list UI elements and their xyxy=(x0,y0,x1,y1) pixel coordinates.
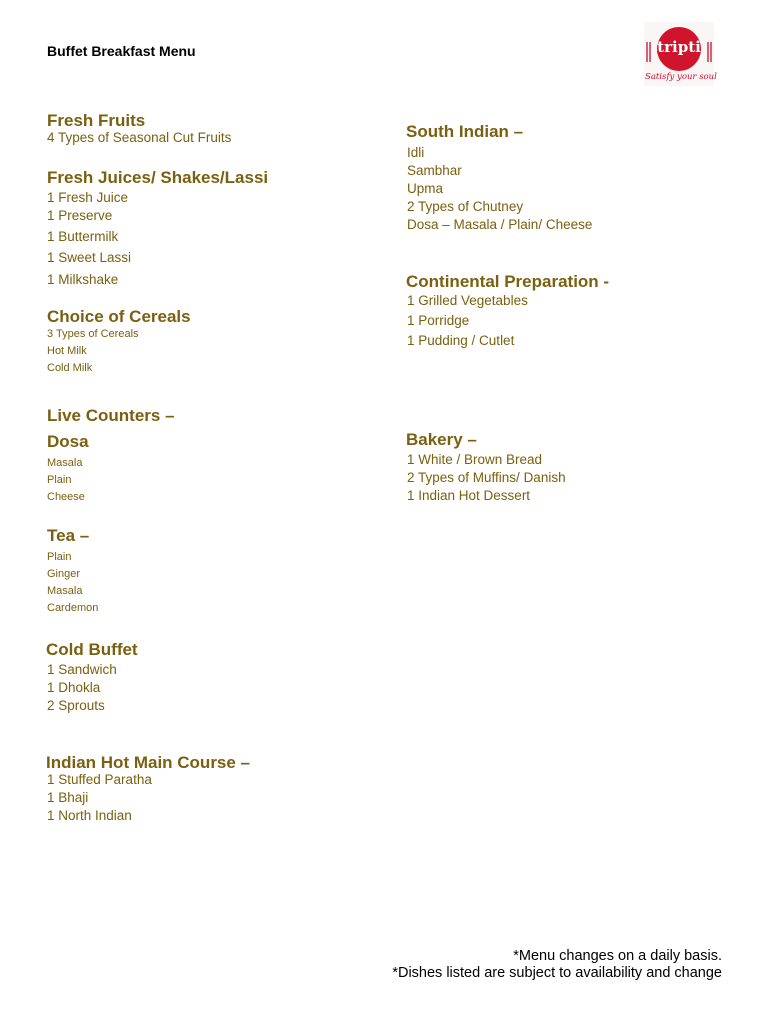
tea-item: Ginger xyxy=(47,568,81,580)
fresh-fruits-item: 4 Types of Seasonal Cut Fruits xyxy=(47,130,232,145)
bakery-item: 2 Types of Muffins/ Danish xyxy=(407,470,566,485)
dosa-item: Plain xyxy=(47,474,72,486)
south-indian-item: Sambhar xyxy=(407,163,462,178)
south-indian-item: 2 Types of Chutney xyxy=(407,199,524,214)
juices-item: 1 Fresh Juice xyxy=(47,190,129,205)
cereals-item: Cold Milk xyxy=(47,362,93,374)
continental-item: 1 Grilled Vegetables xyxy=(407,293,528,308)
cold-buffet-item: 2 Sprouts xyxy=(47,698,105,713)
tea-item: Masala xyxy=(47,585,83,597)
tea-heading: Tea – xyxy=(47,526,90,545)
live-counters-heading: Live Counters – xyxy=(47,406,175,425)
cereals-item: Hot Milk xyxy=(47,345,87,357)
continental-heading: Continental Preparation - xyxy=(406,272,610,291)
continental-item: 1 Pudding / Cutlet xyxy=(407,333,515,348)
juices-heading: Fresh Juices/ Shakes/Lassi xyxy=(47,168,269,187)
south-indian-item: Upma xyxy=(407,181,444,196)
fresh-fruits-heading: Fresh Fruits xyxy=(47,111,146,130)
tea-item: Cardemon xyxy=(47,602,99,614)
dosa-heading: Dosa xyxy=(47,432,89,451)
bakery-item: 1 Indian Hot Dessert xyxy=(407,488,531,503)
dosa-item: Cheese xyxy=(47,491,85,503)
logo-tagline: Satisfy your soul xyxy=(645,72,717,82)
bakery-heading: Bakery – xyxy=(406,430,477,449)
juices-item: 1 Sweet Lassi xyxy=(47,250,132,265)
juices-item: 1 Preserve xyxy=(47,208,113,223)
cold-buffet-item: 1 Sandwich xyxy=(47,662,117,677)
document-title: Buffet Breakfast Menu xyxy=(47,43,196,59)
juices-item: 1 Milkshake xyxy=(47,272,119,287)
footer-note-daily: *Menu changes on a daily basis. xyxy=(513,948,722,964)
cold-buffet-heading: Cold Buffet xyxy=(46,640,138,659)
indian-main-item: 1 Bhaji xyxy=(47,790,89,805)
south-indian-item: Dosa – Masala / Plain/ Cheese xyxy=(407,217,593,232)
cereals-item: 3 Types of Cereals xyxy=(47,328,139,340)
bakery-item: 1 White / Brown Bread xyxy=(407,452,543,467)
indian-main-heading: Indian Hot Main Course – xyxy=(46,753,251,772)
south-indian-heading: South Indian – xyxy=(406,122,524,141)
tea-item: Plain xyxy=(47,551,72,563)
logo-wordmark: tripti xyxy=(657,38,701,56)
cereals-heading: Choice of Cereals xyxy=(47,307,191,326)
south-indian-item: Idli xyxy=(407,145,425,160)
juices-item: 1 Buttermilk xyxy=(47,229,119,244)
indian-main-item: 1 North Indian xyxy=(47,808,132,823)
dosa-item: Masala xyxy=(47,457,83,469)
footer-note-availability: *Dishes listed are subject to availability and change xyxy=(392,965,722,981)
cold-buffet-item: 1 Dhokla xyxy=(47,680,101,695)
indian-main-item: 1 Stuffed Paratha xyxy=(47,772,152,787)
continental-item: 1 Porridge xyxy=(407,313,470,328)
